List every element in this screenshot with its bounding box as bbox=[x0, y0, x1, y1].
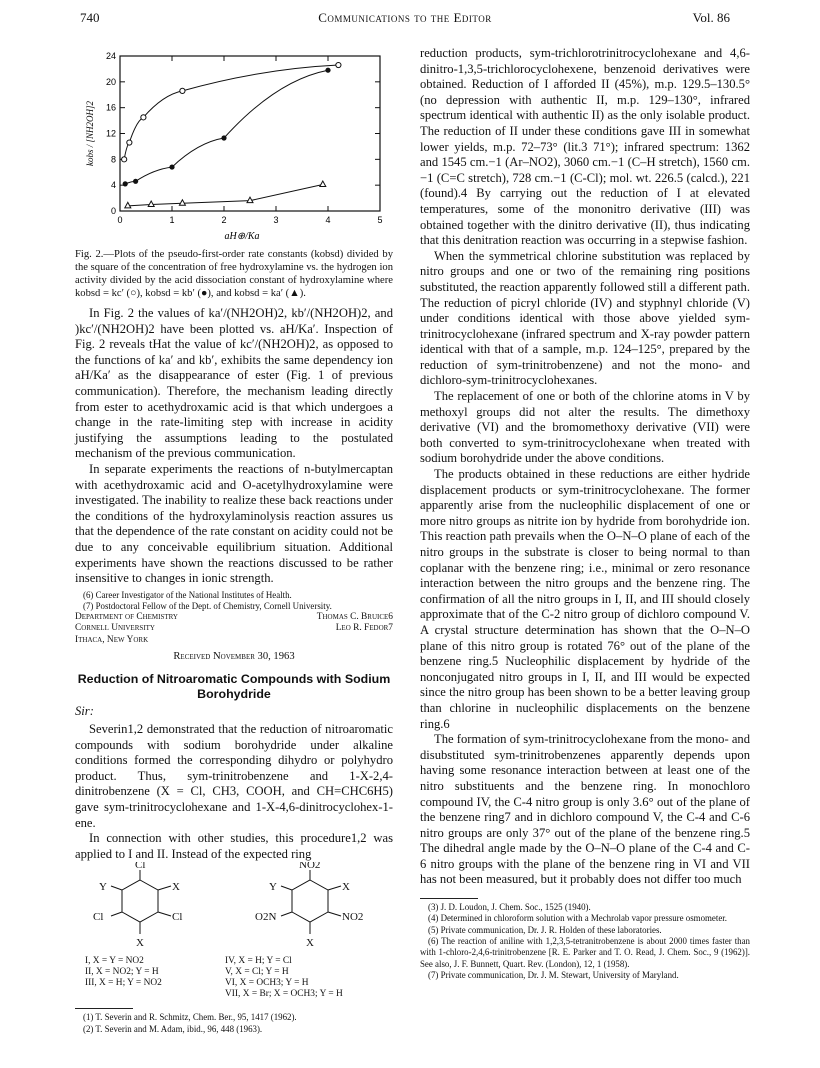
x-tick-label: 3 bbox=[273, 215, 279, 225]
data-point bbox=[320, 181, 326, 187]
data-point bbox=[123, 181, 128, 186]
substituent-label: X bbox=[306, 937, 314, 950]
benzene-ring-2 bbox=[281, 870, 341, 934]
footnote: (6) The reaction of aniline with 1,2,3,5-tetranitrobenzene is about 2000 times faster than with 1-chloro-2,4,6-trinitrobenzene [R. E. Parker and T. O. Read, J. Chem. Soc., 9 (1962)]. See also, J. F. Bunnett, Quart. Rev. (London), 12, 1 (1958). bbox=[420, 935, 750, 969]
structures-svg bbox=[75, 862, 393, 956]
paragraph: In separate experiments the reactions of n-butylmercaptan with acethydroxamic acid and O-acetylhydroxylamine were investigated. The inability to realize these back reactions under the conditions of the hydroxylaminolysis reaction assures us that the dependence of the rate constant on acidity could not be due to any conceivable equilibrium situation. Additional experiments have shown the reactions discussed to be rather insensitive to changes in ionic strength. bbox=[75, 461, 393, 586]
affiliation-block bbox=[75, 612, 393, 646]
series-line bbox=[124, 65, 338, 159]
paragraph: The products obtained in these reductions are either hydride displacement products or sym-trinitrocyclohexane. The former apparently arise from the nucleophilic displacement of one or more nitro groups as nitrite ion by hydride from borohydride ion. This reaction path prevails when the O–N–O plane of each of the nitro groups in the substrate is closer to being normal to than coplanar with the benzene ring; i.e., minimal or zero resonance interaction between the nitro groups and the benzene ring. The confirmation of all the nitro groups in I, II, and III should closely approximate that of the C-2 nitro group of dichloro compound V. A crystal structure determination has shown that the O–N–O plane of this nitro group is rotated 76° out of the plane of the benzene ring.5 Nucleophilic displacement by hydride of the nonconjugated nitro groups in I, II, and III would be expected since the nitro group has been shown to be a better leaving group than chlorine in nucleophilic displacements on the benzene ring.6 bbox=[420, 467, 750, 731]
affiliation-line: Ithaca, New York bbox=[75, 634, 149, 645]
substituent-label: X bbox=[136, 937, 144, 950]
author-name: Leo R. Fedor7 bbox=[335, 623, 393, 634]
y-tick-label: 12 bbox=[105, 128, 116, 139]
data-point bbox=[122, 157, 127, 162]
footnote: (5) Private communication, Dr. J. R. Holden of these laboratories. bbox=[428, 924, 662, 935]
data-point bbox=[169, 164, 174, 169]
chemical-structures bbox=[75, 862, 393, 956]
paragraph: In Fig. 2 the values of ka′/(NH2OH)2, kb′/(NH2OH)2, and )kc′/(NH2OH)2 have been plotted vs. aH/Ka′. Inspection of Fig. 2 reveals tHat the value of kc′/(NH2OH)2, as opposed to the functions of ka′ and kb′, exhibits the same dependency ion aH/Ka′ as the disappearance of ester (Fig. 1 of previous communication). Therefore, the mechanism leading directly from ester to acethydroxamic acid is that which undergoes a change in the rate-limiting step with increase in acidity justifying the assumptions leading to the postulated mechanism of the previous communication. bbox=[75, 306, 393, 461]
substituent-label: X bbox=[172, 881, 180, 894]
data-point bbox=[141, 115, 146, 120]
article-title: Reduction of Nitroaromatic Compounds with Sodium Borohydride bbox=[77, 672, 391, 702]
right-column bbox=[420, 46, 750, 981]
affiliation-line: Cornell University bbox=[75, 623, 155, 634]
compound-label: I, X = Y = NO2 bbox=[85, 956, 144, 967]
paragraph: In connection with other studies, this procedure1,2 was applied to I and II. Instead of the expected ring bbox=[75, 831, 393, 861]
plot-frame bbox=[120, 56, 380, 211]
author-name: Thomas C. Bruice6 bbox=[316, 612, 393, 623]
substituent-label: O2N bbox=[255, 911, 277, 924]
benzene-ring-1 bbox=[111, 870, 171, 934]
compound-label: III, X = H; Y = NO2 bbox=[85, 978, 162, 989]
compound-label: IV, X = H; Y = Cl bbox=[225, 956, 292, 967]
data-point bbox=[325, 68, 330, 73]
substituent-label: Cl bbox=[172, 911, 183, 924]
affiliation-line: Department of Chemistry bbox=[75, 612, 178, 623]
compound-label: V, X = Cl; Y = H bbox=[225, 967, 289, 978]
data-point bbox=[125, 202, 131, 208]
paragraph: When the symmetrical chlorine substitution was replaced by nitro groups and one or two of the remaining ring positions substituted, the reaction apparently followed still a different path. The reduction of picryl chloride (IV) and styphnyl chloride (V) under conditions identical with those above yielded sym-trinitrocyclohexane (infrared spectrum and X-ray powder pattern identical with that of a sample, m.p. 124–125°, prepared by the reduction of sym-trinitrobenzene) and not the mono- and dichloro-sym-trinitrocyclohexanes. bbox=[420, 248, 750, 388]
journal-section-title: Communications to the Editor bbox=[318, 10, 492, 25]
data-point bbox=[221, 135, 226, 140]
data-point bbox=[133, 179, 138, 184]
substituent-label: Cl bbox=[93, 911, 104, 924]
footnote: (7) Postdoctoral Fellow of the Dept. of Chemistry, Cornell University. bbox=[83, 600, 332, 611]
series-line bbox=[125, 70, 328, 184]
x-tick-label: 2 bbox=[221, 215, 227, 225]
paragraph: reduction products, sym-trichlorotrinitrocyclohexane and 4,6-dinitro-1,3,5-trichlorocyclohexene, benzenoid derivatives were obtained. Reduction of I afforded II (45%), m.p. 129.5–130.5° (no depression with authentic II, m.p. 129–130°, infrared spectrum identical with authentic II) as the only isolable product. The reduction of II under these conditions gave III in somewhat lower yields, m.p. 72–73° (lit.3 71°); infrared spectrum: 1362 and 1545 cm.−1 (Ar–NO2), 3060 cm.−1 (C–H stretch), 1560 cm.−1 (C=C stretch), 728 cm.−1 (C-Cl); mol. wt. 226.5 (calcd.), 221 (found).4 By carrying out the reduction of I at elevated temperatures, some of the mononitro derivative (III) was obtained together with the dinitro derivative (II), thus indicating that this denitration reaction was occurring in a stepwise fashion. bbox=[420, 46, 750, 248]
footnote: (1) T. Severin and R. Schmitz, Chem. Ber., 95, 1417 (1962). bbox=[83, 1012, 297, 1023]
footnote-divider bbox=[420, 898, 478, 899]
volume-number: Vol. 86 bbox=[692, 10, 730, 25]
left-column bbox=[75, 46, 393, 1035]
footnote: (3) J. D. Loudon, J. Chem. Soc., 1525 (1940). bbox=[428, 902, 591, 913]
series-line bbox=[128, 185, 323, 206]
footnote-divider bbox=[75, 1008, 133, 1009]
substituent-label: Y bbox=[269, 881, 277, 894]
footnote: (2) T. Severin and M. Adam, ibid., 96, 448 (1963). bbox=[83, 1023, 263, 1034]
y-tick-label: 24 bbox=[105, 51, 116, 61]
y-axis-label: kobs / [NH2OH]2 bbox=[85, 100, 95, 167]
page-number: 740 bbox=[80, 10, 100, 25]
y-tick-label: 4 bbox=[110, 180, 116, 191]
data-point bbox=[148, 201, 154, 207]
substituent-label: Cl bbox=[135, 862, 146, 872]
x-tick-label: 0 bbox=[117, 215, 123, 225]
paragraph: The replacement of one or both of the chlorine atoms in V by methoxyl groups did not alter the results. The dimethoxy derivative (VI) and the bromomethoxy derivative (VII) were both converted to sym-trinitrocyclohexane when treated with sodium borohydride under the above conditions. bbox=[420, 389, 750, 466]
x-axis-label: aH⊕/Ka bbox=[224, 231, 260, 242]
paragraph: The formation of sym-trinitrocyclohexane from the mono- and disubstituted sym-trinitrobenzenes apparently depends upon having some resonance interaction between at least one of the nitro substituents and the benzene ring. In monochloro compound IV, the C-4 nitro group is only 3.6° out of the plane of the benzene ring7 and in dichloro compound V, the C-4 and C-6 nitro groups are only 37° out of the plane of the benzene ring.5 The dihedral angle made by the O–N–O plane of the C-4 and C-6 nitro groups with the plane of the benzene ring in VI and VII has not been measured, but it probably does not differ too much bbox=[420, 732, 750, 887]
footnote: (6) Career Investigator of the National Institutes of Health. bbox=[83, 589, 292, 600]
x-tick-label: 5 bbox=[377, 215, 383, 225]
y-tick-label: 16 bbox=[105, 102, 116, 113]
page-header bbox=[80, 10, 730, 30]
footnote: (7) Private communication, Dr. J. M. Stewart, University of Maryland. bbox=[428, 969, 679, 980]
substituent-label: Y bbox=[99, 881, 107, 894]
paragraph: Severin1,2 demonstrated that the reduction of nitroaromatic compounds with sodium borohydride under alkaline conditions formed the corresponding dihydro or polyhydro product. Thus, sym-trinitrobenzene and 1-X-2,4-dinitrobenzene (X = Cl, CH3, COOH, and CH=CHC6H5) gave sym-trinitrocyclohexane and 1-X-4,6-dinitrocyclohex-1-ene. bbox=[75, 722, 393, 830]
substituent-label: X bbox=[342, 881, 350, 894]
y-tick-label: 8 bbox=[110, 154, 116, 165]
y-tick-label: 0 bbox=[110, 206, 116, 216]
figure-2-chart bbox=[75, 46, 393, 242]
compound-labels bbox=[75, 956, 393, 1002]
x-tick-label: 4 bbox=[325, 215, 331, 225]
footnote: (4) Determined in chloroform solution with a Mechrolab vapor pressure osmometer. bbox=[428, 913, 727, 924]
compound-label: II, X = NO2; Y = H bbox=[85, 967, 159, 978]
figure-caption: Fig. 2.—Plots of the pseudo-first-order rate constants (kobsd) divided by the square of the concentration of free hydroxylamine vs. the hydrogen ion activity divided by the acid dissociation constant of hydroxylamine where kobsd = kc′ (○), kobsd = kb′ (●), and kobsd = ka′ (▲). bbox=[75, 249, 393, 299]
x-tick-label: 1 bbox=[169, 215, 175, 225]
chart-svg bbox=[75, 46, 393, 242]
substituent-label: NO2 bbox=[342, 911, 364, 924]
data-point bbox=[336, 62, 341, 67]
received-date: Received November 30, 1963 bbox=[173, 650, 295, 662]
data-point bbox=[179, 200, 185, 206]
data-point bbox=[127, 140, 132, 145]
compound-label: VI, X = OCH3; Y = H bbox=[225, 978, 309, 989]
salutation: Sir: bbox=[75, 704, 94, 719]
compound-labels-right bbox=[225, 956, 343, 1000]
compound-label: VII, X = Br; X = OCH3; Y = H bbox=[225, 989, 343, 1000]
compound-labels-left bbox=[85, 956, 162, 989]
data-point bbox=[180, 88, 185, 93]
y-tick-label: 20 bbox=[105, 76, 116, 87]
substituent-label: NO2 bbox=[299, 862, 321, 872]
